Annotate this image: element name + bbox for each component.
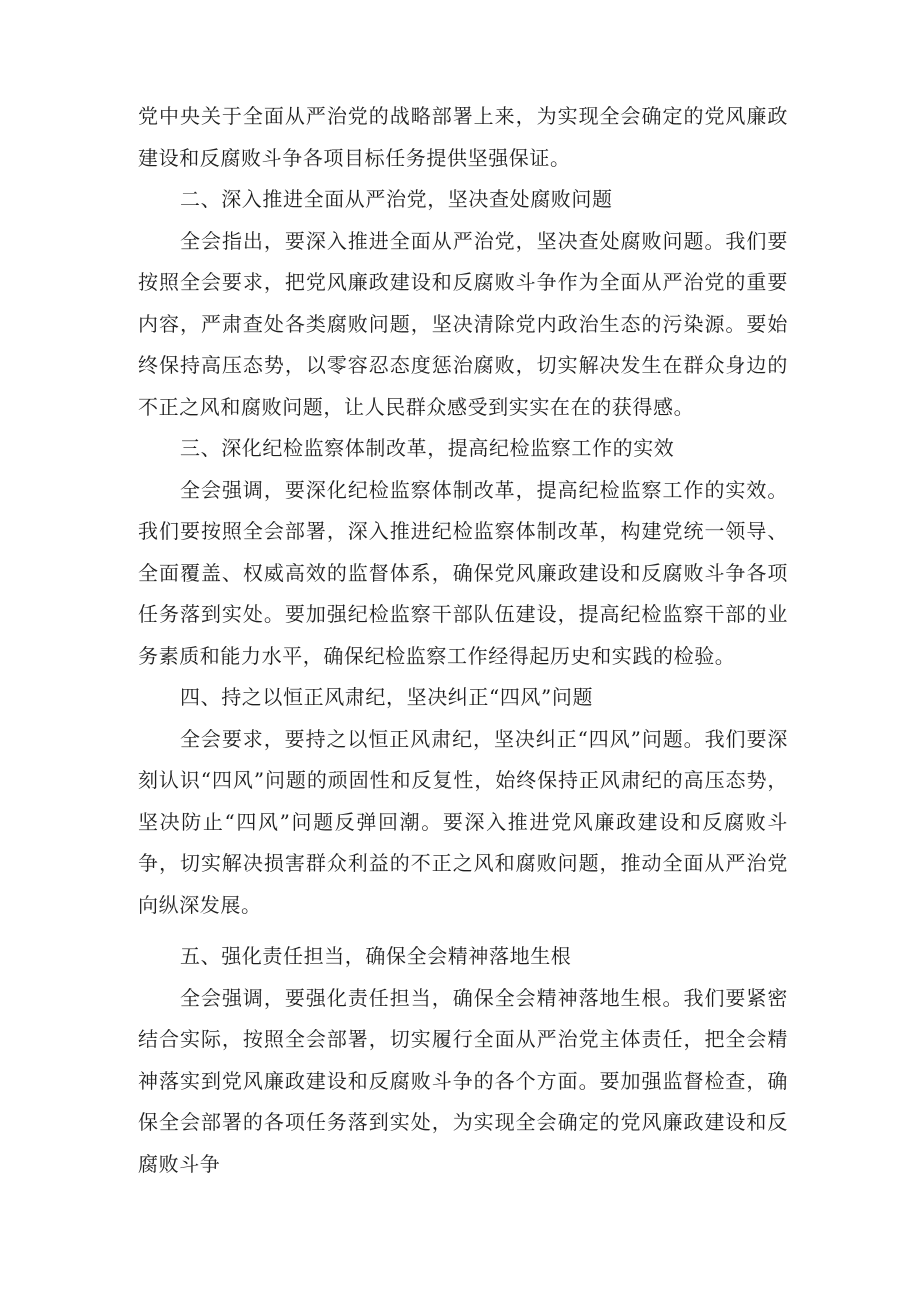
paragraph-section-5: 全会强调，要强化责任担当，确保全会精神落地生根。我们要紧密结合实际，按照全会部署，切实履行全面从严治党主体责任，把全会精神落实到党风廉政建设和反腐败斗争的各个方面。要加强监督检查，确保全会部署的各项任务落到实处，为实现全会确定的党风廉政建设和反腐败斗争: [138, 985, 788, 1176]
section-heading-2: 二、深入推进全面从严治党，坚决查处腐败问题: [180, 187, 613, 211]
paragraph-section-4: 全会要求，要持之以恒正风肃纪，坚决纠正“四风”问题。我们要深刻认识“四风”问题的顽固性和反复性，始终保持正风肃纪的高压态势，坚决防止“四风”问题反弹回潮。要深入推进党风廉政建设和反腐败斗争，切实解决损害群众利益的不正之风和腐败问题，推动全面从严治党向纵深发展。: [138, 726, 788, 917]
document-body: [138, 96, 788, 1185]
paragraph-section-3: 全会强调，要深化纪检监察体制改革，提高纪检监察工作的实效。我们要按照全会部署，深入推进纪检监察体制改革，构建党统一领导、全面覆盖、权威高效的监督体系，确保党风廉政建设和反腐败斗争各项任务落到实处。要加强纪检监察干部队伍建设，提高纪检监察干部的业务素质和能力水平，确保纪检监察工作经得起历史和实践的检验。: [138, 477, 788, 668]
section-heading-4: 四、持之以恒正风肃纪，坚决纠正“四风”问题: [180, 685, 594, 709]
section-heading-5: 五、强化责任担当，确保全会精神落地生根: [180, 944, 572, 968]
section-heading-3: 三、深化纪检监察体制改革，提高纪检监察工作的实效: [180, 436, 675, 460]
paragraph-section-2: 全会指出，要深入推进全面从严治党，坚决查处腐败问题。我们要按照全会要求，把党风廉政建设和反腐败斗争作为全面从严治党的重要内容，严肃查处各类腐败问题，坚决清除党内政治生态的污染源。要始终保持高压态势，以零容忍态度惩治腐败，切实解决发生在群众身边的不正之风和腐败问题，让人民群众感受到实实在在的获得感。: [138, 228, 788, 419]
paragraph-continuation: 党中央关于全面从严治党的战略部署上来，为实现全会确定的党风廉政建设和反腐败斗争各项目标任务提供坚强保证。: [138, 104, 788, 170]
